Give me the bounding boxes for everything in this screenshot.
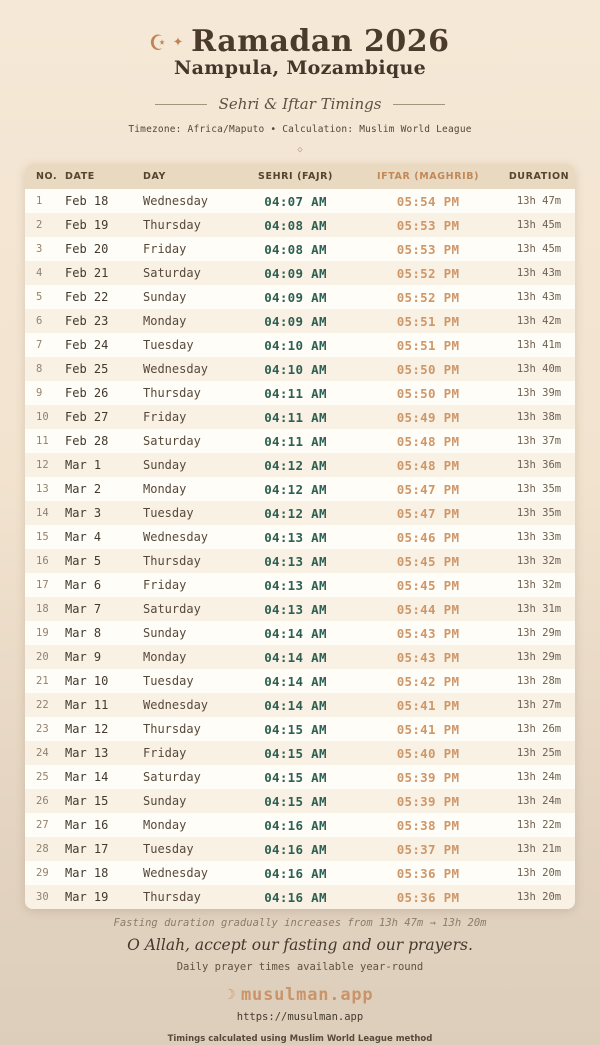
table-row [25, 285, 575, 309]
row-iftar-time: 05:47 PM [396, 505, 460, 521]
row-day: Thursday [143, 386, 201, 400]
row-duration: 13h 37m [516, 435, 562, 447]
row-number: 6 [36, 315, 43, 327]
row-day: Thursday [143, 890, 201, 904]
row-iftar-time: 05:36 PM [396, 889, 460, 905]
table-row [25, 573, 575, 597]
row-date: Mar 8 [65, 626, 102, 640]
row-sehri-time: 04:14 AM [264, 697, 327, 713]
row-date: Feb 21 [65, 266, 109, 280]
row-date: Feb 25 [65, 362, 109, 376]
row-sehri-time: 04:09 AM [264, 265, 327, 281]
row-day: Wednesday [143, 698, 209, 712]
table-row [25, 813, 575, 837]
row-sehri-time: 04:16 AM [264, 841, 327, 857]
row-sehri-time: 04:14 AM [264, 625, 327, 641]
row-duration: 13h 45m [516, 243, 562, 255]
row-duration: 13h 32m [516, 555, 562, 567]
row-day: Thursday [143, 554, 201, 568]
column-header-date: DATE [65, 171, 95, 182]
row-iftar-time: 05:47 PM [396, 481, 460, 497]
column-header-duration: DURATION [508, 171, 570, 182]
row-sehri-time: 04:07 AM [264, 193, 327, 209]
availability-note: Daily prayer times available year-round [176, 961, 424, 973]
row-number: 17 [36, 579, 49, 591]
row-iftar-time: 05:48 PM [396, 457, 460, 473]
row-iftar-time: 05:51 PM [396, 313, 460, 329]
row-iftar-time: 05:46 PM [396, 529, 460, 545]
diamond-ornament-icon: ◇ [297, 145, 303, 155]
row-iftar-time: 05:52 PM [396, 289, 460, 305]
row-number: 8 [36, 363, 43, 375]
row-number: 3 [36, 243, 43, 255]
row-date: Feb 24 [65, 338, 109, 352]
table-row [25, 477, 575, 501]
row-day: Sunday [143, 290, 187, 304]
row-sehri-time: 04:15 AM [264, 745, 327, 761]
row-date: Mar 12 [65, 722, 109, 736]
row-date: Mar 11 [65, 698, 109, 712]
row-iftar-time: 05:49 PM [396, 409, 460, 425]
row-number: 5 [36, 291, 43, 303]
row-day: Friday [143, 242, 187, 256]
timings-subtitle: Sehri & Iftar Timings [218, 95, 382, 113]
table-row [25, 453, 575, 477]
table-row [25, 885, 575, 909]
row-day: Tuesday [143, 338, 194, 352]
table-row [25, 333, 575, 357]
title-line [128, 24, 471, 59]
brand-crescent-icon: ☾ [226, 987, 235, 1003]
row-iftar-time: 05:39 PM [396, 793, 460, 809]
row-duration: 13h 31m [516, 603, 562, 615]
duration-trend-note: Fasting duration gradually increases from 13h 47m → 13h 20m [113, 917, 487, 929]
row-number: 14 [36, 507, 49, 519]
crescent-star-icon: ☪ [150, 27, 165, 56]
row-iftar-time: 05:50 PM [396, 361, 460, 377]
page-header [128, 0, 471, 155]
row-iftar-time: 05:45 PM [396, 553, 460, 569]
row-day: Tuesday [143, 506, 194, 520]
row-number: 2 [36, 219, 43, 231]
row-iftar-time: 05:45 PM [396, 577, 460, 593]
table-row [25, 789, 575, 813]
row-number: 24 [36, 747, 49, 759]
row-sehri-time: 04:08 AM [264, 241, 327, 257]
row-date: Mar 18 [65, 866, 109, 880]
table-row [25, 717, 575, 741]
brand-lockup [114, 985, 487, 1005]
page-title: Ramadan 2026 [191, 24, 450, 59]
row-day: Wednesday [143, 362, 209, 376]
row-date: Feb 22 [65, 290, 109, 304]
row-iftar-time: 05:43 PM [396, 649, 460, 665]
row-number: 15 [36, 531, 49, 543]
table-row [25, 549, 575, 573]
row-day: Sunday [143, 626, 187, 640]
row-iftar-time: 05:41 PM [396, 721, 460, 737]
row-sehri-time: 04:13 AM [264, 529, 327, 545]
table-row [25, 213, 575, 237]
row-duration: 13h 38m [516, 411, 562, 423]
row-number: 12 [36, 459, 49, 471]
row-sehri-time: 04:11 AM [264, 385, 327, 401]
row-day: Saturday [143, 770, 201, 784]
row-day: Friday [143, 578, 187, 592]
timezone-calculation-meta: Timezone: Africa/Maputo • Calculation: Muslim World League [128, 124, 472, 135]
table-row [25, 237, 575, 261]
subtitle-row [128, 95, 471, 113]
row-iftar-time: 05:37 PM [396, 841, 460, 857]
row-duration: 13h 29m [516, 651, 562, 663]
row-duration: 13h 39m [516, 387, 562, 399]
row-duration: 13h 21m [516, 843, 562, 855]
table-row [25, 765, 575, 789]
row-sehri-time: 04:08 AM [264, 217, 327, 233]
row-duration: 13h 42m [516, 315, 562, 327]
table-row [25, 597, 575, 621]
row-duration: 13h 29m [516, 627, 562, 639]
row-number: 26 [36, 795, 49, 807]
row-sehri-time: 04:09 AM [264, 289, 327, 305]
row-day: Monday [143, 482, 187, 496]
row-number: 13 [36, 483, 49, 495]
table-row [25, 429, 575, 453]
row-iftar-time: 05:41 PM [396, 697, 460, 713]
row-sehri-time: 04:13 AM [264, 601, 327, 617]
row-day: Saturday [143, 602, 201, 616]
page-footer [114, 917, 487, 1044]
row-day: Wednesday [143, 866, 209, 880]
row-date: Feb 23 [65, 314, 109, 328]
row-sehri-time: 04:14 AM [264, 673, 327, 689]
row-day: Tuesday [143, 842, 194, 856]
row-day: Thursday [143, 218, 201, 232]
row-sehri-time: 04:12 AM [264, 505, 327, 521]
row-number: 27 [36, 819, 49, 831]
row-sehri-time: 04:15 AM [264, 769, 327, 785]
row-date: Feb 19 [65, 218, 109, 232]
row-iftar-time: 05:44 PM [396, 601, 460, 617]
row-duration: 13h 45m [516, 219, 562, 231]
row-date: Feb 26 [65, 386, 109, 400]
row-iftar-time: 05:39 PM [396, 769, 460, 785]
row-duration: 13h 36m [516, 459, 562, 471]
row-duration: 13h 35m [516, 507, 562, 519]
row-number: 7 [36, 339, 43, 351]
row-duration: 13h 24m [516, 771, 562, 783]
row-duration: 13h 25m [516, 747, 562, 759]
row-number: 23 [36, 723, 49, 735]
row-day: Saturday [143, 266, 201, 280]
row-sehri-time: 04:16 AM [264, 817, 327, 833]
row-duration: 13h 47m [516, 195, 562, 207]
row-number: 19 [36, 627, 49, 639]
row-day: Monday [143, 818, 187, 832]
row-sehri-time: 04:12 AM [264, 457, 327, 473]
table-row [25, 189, 575, 213]
row-day: Thursday [143, 722, 201, 736]
row-date: Mar 7 [65, 602, 102, 616]
timetable-card [25, 164, 575, 909]
row-sehri-time: 04:14 AM [264, 649, 327, 665]
table-row [25, 381, 575, 405]
row-iftar-time: 05:52 PM [396, 265, 460, 281]
brand-name: musulman.app [241, 985, 374, 1005]
table-row [25, 309, 575, 333]
row-day: Monday [143, 650, 187, 664]
row-day: Wednesday [143, 194, 209, 208]
row-number: 25 [36, 771, 49, 783]
row-number: 22 [36, 699, 49, 711]
row-sehri-time: 04:10 AM [264, 361, 327, 377]
table-row [25, 645, 575, 669]
row-day: Sunday [143, 458, 187, 472]
table-row [25, 741, 575, 765]
row-duration: 13h 26m [516, 723, 562, 735]
sparkle-icon: ✦ [172, 31, 184, 51]
brand-url-link[interactable]: https://musulman.app [236, 1011, 364, 1023]
row-day: Tuesday [143, 674, 194, 688]
table-row [25, 525, 575, 549]
row-duration: 13h 32m [516, 579, 562, 591]
row-day: Sunday [143, 794, 187, 808]
row-duration: 13h 20m [516, 867, 562, 879]
location-subtitle: Nampula, Mozambique [174, 57, 426, 79]
row-date: Mar 14 [65, 770, 109, 784]
table-row [25, 261, 575, 285]
table-row [25, 621, 575, 645]
row-date: Feb 20 [65, 242, 109, 256]
row-sehri-time: 04:13 AM [264, 553, 327, 569]
row-number: 11 [36, 435, 49, 447]
row-iftar-time: 05:42 PM [396, 673, 460, 689]
row-sehri-time: 04:10 AM [264, 337, 327, 353]
row-number: 16 [36, 555, 49, 567]
row-date: Feb 18 [65, 194, 109, 208]
row-iftar-time: 05:50 PM [396, 385, 460, 401]
table-row [25, 669, 575, 693]
row-sehri-time: 04:13 AM [264, 577, 327, 593]
row-sehri-time: 04:09 AM [264, 313, 327, 329]
row-number: 28 [36, 843, 49, 855]
row-sehri-time: 04:11 AM [264, 409, 327, 425]
row-sehri-time: 04:15 AM [264, 721, 327, 737]
table-row [25, 837, 575, 861]
row-duration: 13h 28m [516, 675, 562, 687]
row-number: 9 [36, 387, 43, 399]
row-sehri-time: 04:16 AM [264, 865, 327, 881]
row-date: Feb 27 [65, 410, 109, 424]
row-number: 21 [36, 675, 49, 687]
row-date: Mar 10 [65, 674, 109, 688]
right-rule [393, 104, 445, 105]
row-sehri-time: 04:12 AM [264, 481, 327, 497]
row-sehri-time: 04:15 AM [264, 793, 327, 809]
row-date: Mar 17 [65, 842, 109, 856]
row-duration: 13h 35m [516, 483, 562, 495]
row-date: Mar 4 [65, 530, 102, 544]
left-rule [155, 104, 207, 105]
row-date: Mar 2 [65, 482, 102, 496]
row-number: 4 [36, 267, 43, 279]
row-duration: 13h 24m [516, 795, 562, 807]
row-iftar-time: 05:43 PM [396, 625, 460, 641]
row-duration: 13h 20m [516, 891, 562, 903]
column-header-iftar: IFTAR (MAGHRIB) [376, 171, 480, 182]
table-header-row [25, 164, 575, 189]
row-day: Saturday [143, 434, 201, 448]
row-iftar-time: 05:36 PM [396, 865, 460, 881]
row-number: 10 [36, 411, 49, 423]
row-duration: 13h 33m [516, 531, 562, 543]
row-sehri-time: 04:16 AM [264, 889, 327, 905]
row-date: Mar 15 [65, 794, 109, 808]
row-iftar-time: 05:53 PM [396, 241, 460, 257]
row-date: Mar 16 [65, 818, 109, 832]
row-duration: 13h 27m [516, 699, 562, 711]
row-number: 1 [36, 195, 43, 207]
row-iftar-time: 05:53 PM [396, 217, 460, 233]
row-iftar-time: 05:38 PM [396, 817, 460, 833]
row-duration: 13h 43m [516, 267, 562, 279]
row-iftar-time: 05:51 PM [396, 337, 460, 353]
row-date: Mar 1 [65, 458, 102, 472]
table-row [25, 693, 575, 717]
row-iftar-time: 05:54 PM [396, 193, 460, 209]
row-day: Wednesday [143, 530, 209, 544]
column-header-day: DAY [143, 171, 167, 182]
row-number: 20 [36, 651, 49, 663]
row-number: 29 [36, 867, 49, 879]
column-header-sehri: SEHRI (FAJR) [258, 171, 333, 182]
table-body [25, 189, 575, 909]
row-iftar-time: 05:48 PM [396, 433, 460, 449]
column-header-no: NO. [36, 171, 58, 182]
row-day: Monday [143, 314, 187, 328]
row-sehri-time: 04:11 AM [264, 433, 327, 449]
row-number: 30 [36, 891, 49, 903]
row-duration: 13h 22m [516, 819, 562, 831]
row-day: Friday [143, 746, 187, 760]
table-row [25, 861, 575, 885]
table-row [25, 501, 575, 525]
row-date: Mar 6 [65, 578, 102, 592]
dua-text: O Allah, accept our fasting and our prayers. [127, 936, 473, 954]
row-iftar-time: 05:40 PM [396, 745, 460, 761]
row-day: Friday [143, 410, 187, 424]
row-date: Mar 19 [65, 890, 109, 904]
row-duration: 13h 40m [516, 363, 562, 375]
row-number: 18 [36, 603, 49, 615]
table-row [25, 357, 575, 381]
row-date: Mar 3 [65, 506, 102, 520]
row-duration: 13h 41m [516, 339, 562, 351]
row-date: Feb 28 [65, 434, 109, 448]
row-date: Mar 9 [65, 650, 102, 664]
row-date: Mar 13 [65, 746, 109, 760]
table-row [25, 405, 575, 429]
row-date: Mar 5 [65, 554, 102, 568]
calculation-method-note: Timings calculated using Muslim World League method [167, 1034, 433, 1044]
row-duration: 13h 43m [516, 291, 562, 303]
